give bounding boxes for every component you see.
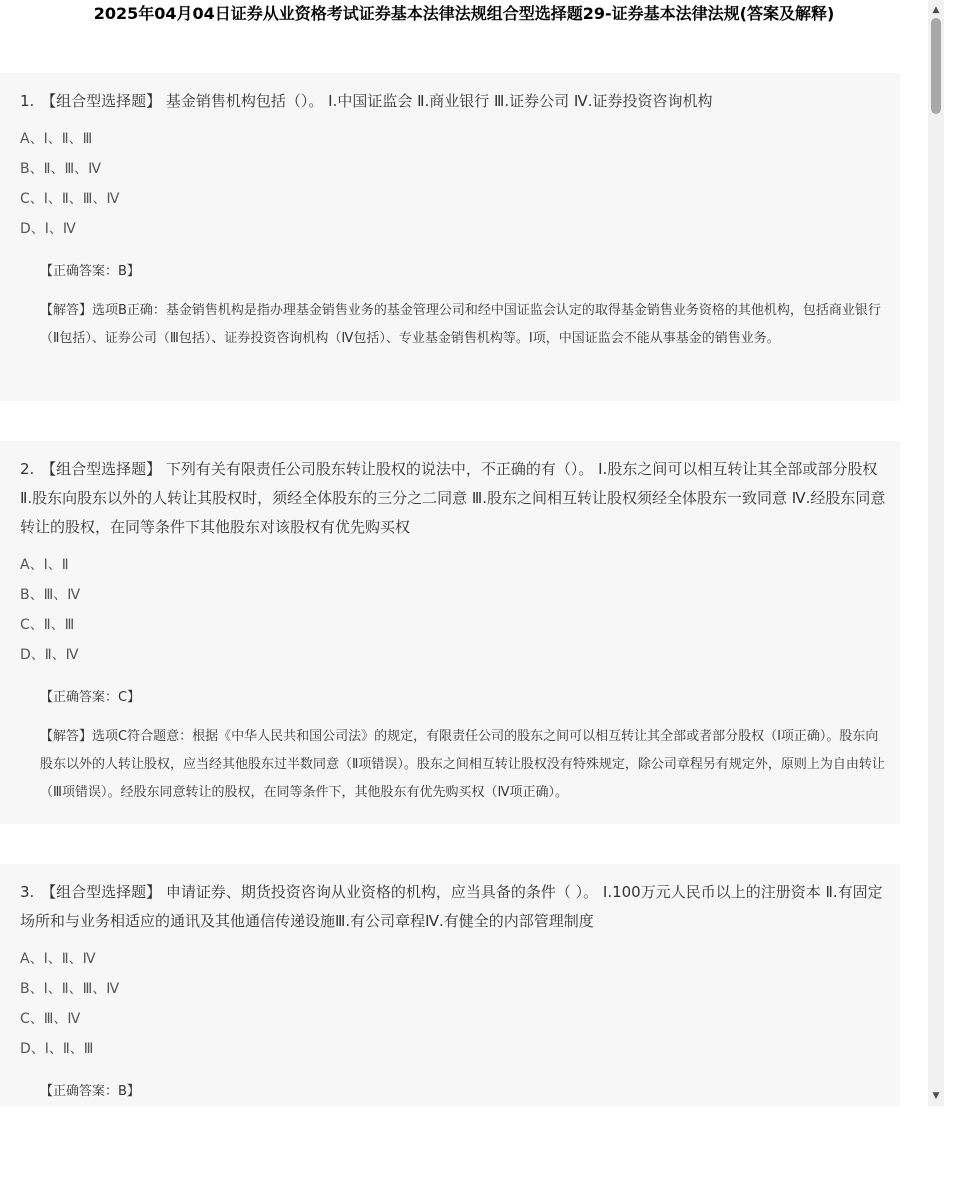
- question-number: 2.: [20, 460, 35, 478]
- question-card-3: [0, 864, 900, 1106]
- option-b[interactable]: B、Ⅲ、Ⅳ: [20, 587, 81, 603]
- question-number: 3.: [20, 883, 35, 901]
- scrollbar-thumb[interactable]: [931, 18, 941, 114]
- vertical-scrollbar[interactable]: [928, 0, 944, 1106]
- scroll-up-arrow-icon[interactable]: ▲: [932, 5, 940, 15]
- option-list: [20, 550, 888, 670]
- option-b[interactable]: B、Ⅰ、Ⅱ、Ⅲ、Ⅳ: [20, 981, 120, 997]
- option-c[interactable]: C、Ⅲ、Ⅳ: [20, 1011, 81, 1027]
- question-card-2: [0, 441, 900, 824]
- correct-answer: 【正确答案：B】: [40, 264, 140, 279]
- option-a[interactable]: A、Ⅰ、Ⅱ、Ⅳ: [20, 951, 96, 967]
- scroll-down-arrow-icon[interactable]: ▼: [932, 1091, 940, 1101]
- option-b[interactable]: B、Ⅱ、Ⅲ、Ⅳ: [20, 161, 102, 177]
- option-c[interactable]: C、Ⅰ、Ⅱ、Ⅲ、Ⅳ: [20, 191, 120, 207]
- answer-block: [40, 688, 888, 807]
- answer-block: [40, 262, 888, 353]
- correct-answer: 【正确答案：C】: [40, 690, 141, 705]
- question-text: [20, 87, 888, 116]
- page-title: 2025年04月04日证券从业资格考试证券基本法律法规组合型选择题29-证券基本法律法规(答案及解释): [93, 4, 835, 23]
- question-text: [20, 455, 888, 542]
- answer-explanation: 【解答】选项B正确：基金销售机构是指办理基金销售业务的基金管理公司和经中国证监会认定的取得基金销售业务资格的其他机构，包括商业银行（Ⅱ包括）、证券公司（Ⅲ包括）、证券投资咨询机构（Ⅳ包括）、专业基金销售机构等。Ⅰ项，中国证监会不能从事基金的销售业务。: [40, 303, 881, 346]
- option-a[interactable]: A、Ⅰ、Ⅱ、Ⅲ: [20, 131, 93, 147]
- option-d[interactable]: D、Ⅰ、Ⅱ、Ⅲ: [20, 1041, 94, 1057]
- option-a[interactable]: A、Ⅰ、Ⅱ: [20, 557, 69, 573]
- question-stem: 【组合型选择题】 基金销售机构包括（）。 Ⅰ.中国证监会 Ⅱ.商业银行 Ⅲ.证券公司 Ⅳ.证券投资咨询机构: [41, 92, 713, 110]
- answer-block: [40, 1082, 888, 1102]
- option-list: [20, 124, 888, 244]
- option-d[interactable]: D、Ⅱ、Ⅳ: [20, 647, 79, 663]
- question-number: 1.: [20, 92, 35, 110]
- correct-answer: 【正确答案：B】: [40, 1084, 140, 1099]
- question-stem: 【组合型选择题】 下列有关有限责任公司股东转让股权的说法中，不正确的有（）。 Ⅰ.股东之间可以相互转让其全部或部分股权 Ⅱ.股东向股东以外的人转让其股权时，须经全体股东的三分之二同意 Ⅲ.股东之间相互转让股权须经全体股东一致同意 Ⅳ.经股东同意转让的股权，在同等条件下其他股东对该股权有优先购买权: [20, 460, 886, 536]
- option-c[interactable]: C、Ⅱ、Ⅲ: [20, 617, 75, 633]
- answer-explanation: 【解答】选项C符合题意：根据《中华人民共和国公司法》的规定，有限责任公司的股东之间可以相互转让其全部或者部分股权（Ⅰ项正确）。股东向股东以外的人转让股权，应当经其他股东过半数同意（Ⅱ项错误）。股东之间相互转让股权没有特殊规定，除公司章程另有规定外，原则上为自由转让（Ⅲ项错误）。经股东同意转让的股权，在同等条件下，其他股东有优先购买权（Ⅳ项正确）。: [40, 729, 885, 800]
- question-stem: 【组合型选择题】 申请证券、期货投资咨询从业资格的机构，应当具备的条件（ ）。 Ⅰ.100万元人民币以上的注册资本 Ⅱ.有固定场所和与业务相适应的通讯及其他通信传递设施Ⅲ.有公司章程Ⅳ.有健全的内部管理制度: [20, 883, 883, 930]
- question-card-1: [0, 73, 900, 401]
- question-text: [20, 878, 888, 936]
- option-d[interactable]: D、Ⅰ、Ⅳ: [20, 221, 76, 237]
- option-list: [20, 944, 888, 1064]
